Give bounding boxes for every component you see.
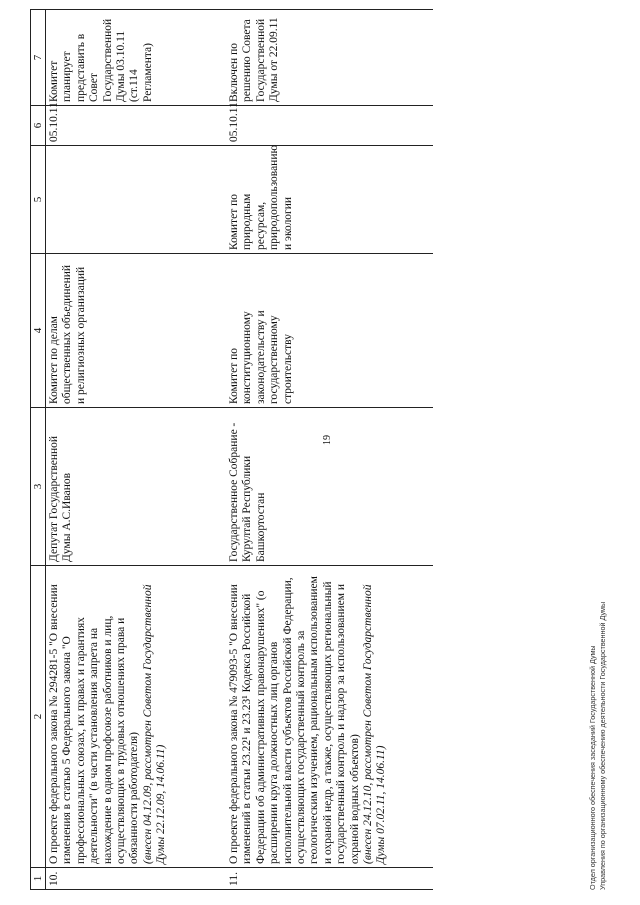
co-committee [46, 146, 227, 254]
agenda-table-container [30, 10, 450, 890]
responsible-committee: Комитет по конституционному законодательству и государственному строительству [226, 254, 433, 408]
row-number: 11. [226, 868, 433, 890]
row-number: 10. [46, 868, 227, 890]
page-number: 19 [322, 435, 333, 445]
column-header: 1 [31, 868, 46, 890]
column-header: 7 [31, 10, 46, 106]
agenda-table [30, 9, 433, 890]
bill-description [46, 566, 227, 868]
footer-department: Отдел организационного обеспечения заседаний Государственной Думы [588, 645, 597, 890]
column-header: 4 [31, 254, 46, 408]
table-row [226, 10, 433, 890]
bill-status: Комитет планирует представить в Совет Государственной Думы 03.10.11 (ст.114 Регламента) [46, 10, 227, 106]
column-header: 6 [31, 106, 46, 146]
table-header-row [31, 10, 46, 890]
review-date: 05.10.11 [226, 106, 433, 146]
bill-title: О проекте федерального закона № 294281-5 "О внесении изменения в статью 5 Федерального закона "О профессиональных союзах, их правах и гарантиях деятельности" (в части установления запрета на нахождение в одном профсоюзе работников и лиц, осуществляющих в трудовых отношениях права и обязанности работодателя) [48, 584, 141, 864]
column-header: 2 [31, 566, 46, 868]
document-footer [588, 570, 608, 890]
column-header: 3 [31, 408, 46, 566]
review-date: 05.10.11 [46, 106, 227, 146]
bill-description [226, 566, 433, 868]
column-header: 5 [31, 146, 46, 254]
bill-author: Государственное Собрание - Курултай Республики Башкортостан [226, 408, 433, 566]
bill-note: (внесен 04.12.09, рассмотрен Советом Государственной Думы 22.12.09, 14.06.11) [141, 584, 168, 864]
bill-author: Депутат Государственной Думы А.С.Иванов [46, 408, 227, 566]
bill-status: Включен по решению Совета Государственной Думы от 22.09.11 [226, 10, 433, 106]
responsible-committee: Комитет по делам общественных объединений и религиозных организаций [46, 254, 227, 408]
bill-title: О проекте федерального закона № 479093-5 "О внесении изменений в статьи 23.22¹ и 23.23¹ Кодекса Российской Федерации об административных правонарушениях" (о расширении круга должностных лиц органов исполнительной власти субъектов Российской Федерации, осуществляющих государственный контроль за геологическим изучением, рациональным использованием и охраной недр, а также, осуществляющих региональный государственный контроль и надзор за использованием и охраной водных объектов) [228, 576, 361, 864]
co-committee: Комитет по природным ресурсам, природопользованию и экологии [226, 146, 433, 254]
footer-directorate: Управления по организационному обеспечению деятельности Государственной Думы [598, 601, 607, 890]
bill-note: (внесен 24.12.10, рассмотрен Советом Государственной Думы 07.02.11, 14.06.11) [362, 584, 388, 864]
table-row [46, 10, 227, 890]
